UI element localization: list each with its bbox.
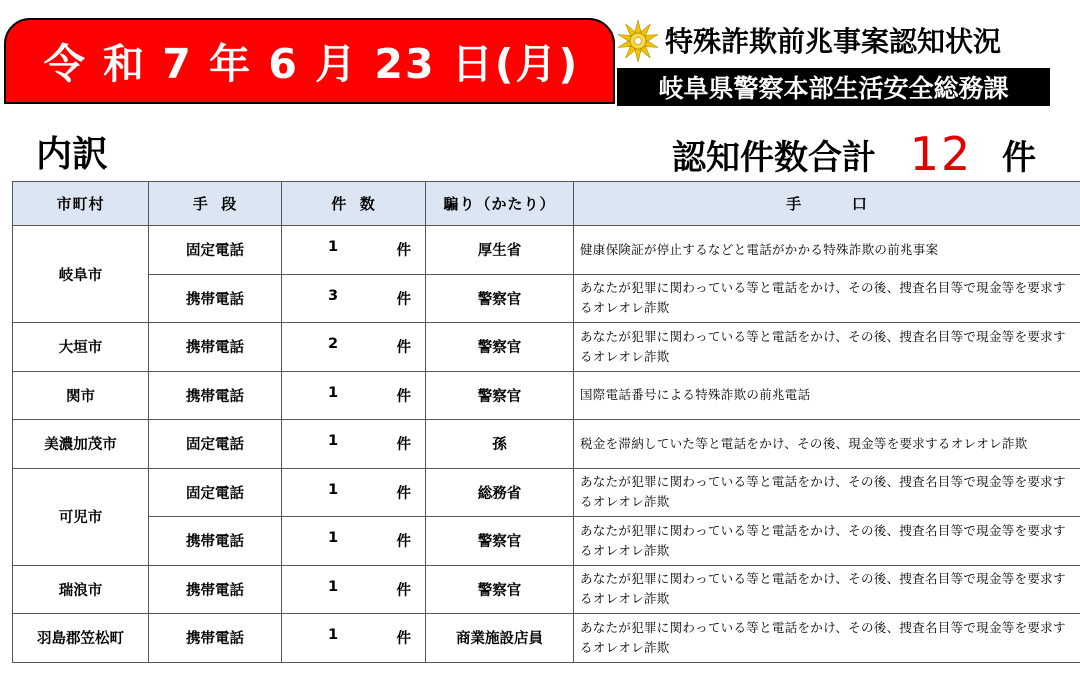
deceiver-cell: 警察官: [426, 323, 574, 372]
count-cell: [282, 226, 426, 275]
count-unit: 件: [396, 437, 411, 454]
modus-operandi-cell: あなたが犯罪に関わっている等と電話をかけ、その後、捜査名目等で現金等を要求するオレオレ詐欺: [574, 274, 1080, 323]
table-row: [13, 371, 1080, 420]
modus-operandi-cell: あなたが犯罪に関わっている等と電話をかけ、その後、捜査名目等で現金等を要求するオレオレ詐欺: [574, 517, 1080, 566]
method-cell: 携帯電話: [149, 614, 282, 663]
count-cell: [282, 371, 426, 420]
count-cell: [282, 468, 426, 517]
method-cell: 携帯電話: [149, 323, 282, 372]
modus-operandi-cell: 税金を滞納していた等と電話をかけ、その後、現金等を要求するオレオレ詐欺: [574, 420, 1080, 469]
method-cell: 固定電話: [149, 420, 282, 469]
col-header-deceiver: 騙り（かたり）: [426, 182, 574, 226]
modus-operandi-cell: あなたが犯罪に関わっている等と電話をかけ、その後、捜査名目等で現金等を要求するオレオレ詐欺: [574, 565, 1080, 614]
city-cell: 瑞浪市: [13, 565, 149, 614]
count-unit: 件: [396, 388, 411, 405]
deceiver-cell: 警察官: [426, 274, 574, 323]
table-row: [13, 420, 1080, 469]
count-value: 3: [328, 287, 339, 304]
count-value: 1: [328, 481, 339, 498]
city-cell: 羽島郡笠松町: [13, 614, 149, 663]
method-cell: 携帯電話: [149, 371, 282, 420]
modus-operandi-cell: 国際電話番号による特殊詐欺の前兆電話: [574, 371, 1080, 420]
table-row: [13, 565, 1080, 614]
count-unit: 件: [396, 340, 411, 357]
count-value: 1: [328, 384, 339, 401]
count-unit: 件: [396, 291, 411, 308]
deceiver-cell: 警察官: [426, 517, 574, 566]
table-header-row: [13, 182, 1080, 226]
table-row: [13, 468, 1080, 517]
breakdown-heading: 内訳: [36, 134, 109, 175]
count-unit: 件: [396, 485, 411, 502]
total-label: 認知件数合計: [672, 137, 876, 178]
total-summary: [672, 128, 1072, 180]
city-cell: 美濃加茂市: [13, 420, 149, 469]
table-row: [13, 614, 1080, 663]
report-title: 特殊詐欺前兆事案認知状況: [665, 25, 1002, 58]
modus-operandi-cell: あなたが犯罪に関わっている等と電話をかけ、その後、捜査名目等で現金等を要求するオレオレ詐欺: [574, 614, 1080, 663]
table-row: [13, 274, 1080, 323]
count-value: 1: [328, 239, 339, 256]
count-unit: 件: [396, 582, 411, 599]
deceiver-cell: 商業施設店員: [426, 614, 574, 663]
col-header-modus-operandi: 手 口: [574, 182, 1080, 226]
deceiver-cell: 警察官: [426, 371, 574, 420]
table-row: [13, 226, 1080, 275]
count-cell: [282, 323, 426, 372]
count-unit: 件: [396, 534, 411, 551]
report-date: 令 和 7 年 6 月 23 日(月): [43, 39, 580, 88]
count-cell: [282, 517, 426, 566]
incident-table: [12, 181, 1080, 663]
deceiver-cell: 総務省: [426, 468, 574, 517]
count-value: 1: [328, 578, 339, 595]
count-cell: [282, 420, 426, 469]
count-cell: [282, 565, 426, 614]
city-cell: 関市: [13, 371, 149, 420]
count-value: 1: [328, 530, 339, 547]
method-cell: 固定電話: [149, 468, 282, 517]
table-row: [13, 323, 1080, 372]
city-cell: 岐阜市: [13, 226, 149, 323]
city-cell: 大垣市: [13, 323, 149, 372]
count-unit: 件: [396, 631, 411, 648]
police-emblem-icon: [615, 18, 661, 64]
city-cell: 可児市: [13, 468, 149, 565]
total-unit: 件: [1002, 137, 1036, 178]
col-header-city: 市町村: [13, 182, 149, 226]
department-label: 岐阜県警察本部生活安全総務課: [617, 68, 1050, 106]
method-cell: 携帯電話: [149, 274, 282, 323]
count-value: 1: [328, 433, 339, 450]
count-unit: 件: [396, 243, 411, 260]
count-cell: [282, 614, 426, 663]
table-row: [13, 517, 1080, 566]
count-cell: [282, 274, 426, 323]
deceiver-cell: 厚生省: [426, 226, 574, 275]
method-cell: 携帯電話: [149, 517, 282, 566]
deceiver-cell: 警察官: [426, 565, 574, 614]
count-value: 1: [328, 627, 339, 644]
col-header-count: 件 数: [282, 182, 426, 226]
modus-operandi-cell: あなたが犯罪に関わっている等と電話をかけ、その後、捜査名目等で現金等を要求するオレオレ詐欺: [574, 468, 1080, 517]
deceiver-cell: 孫: [426, 420, 574, 469]
col-header-method: 手 段: [149, 182, 282, 226]
total-count: 12: [909, 127, 973, 181]
date-banner: [4, 18, 615, 104]
modus-operandi-cell: 健康保険証が停止するなどと電話がかかる特殊詐欺の前兆事案: [574, 226, 1080, 275]
method-cell: 固定電話: [149, 226, 282, 275]
modus-operandi-cell: あなたが犯罪に関わっている等と電話をかけ、その後、捜査名目等で現金等を要求するオレオレ詐欺: [574, 323, 1080, 372]
method-cell: 携帯電話: [149, 565, 282, 614]
count-value: 2: [328, 336, 339, 353]
